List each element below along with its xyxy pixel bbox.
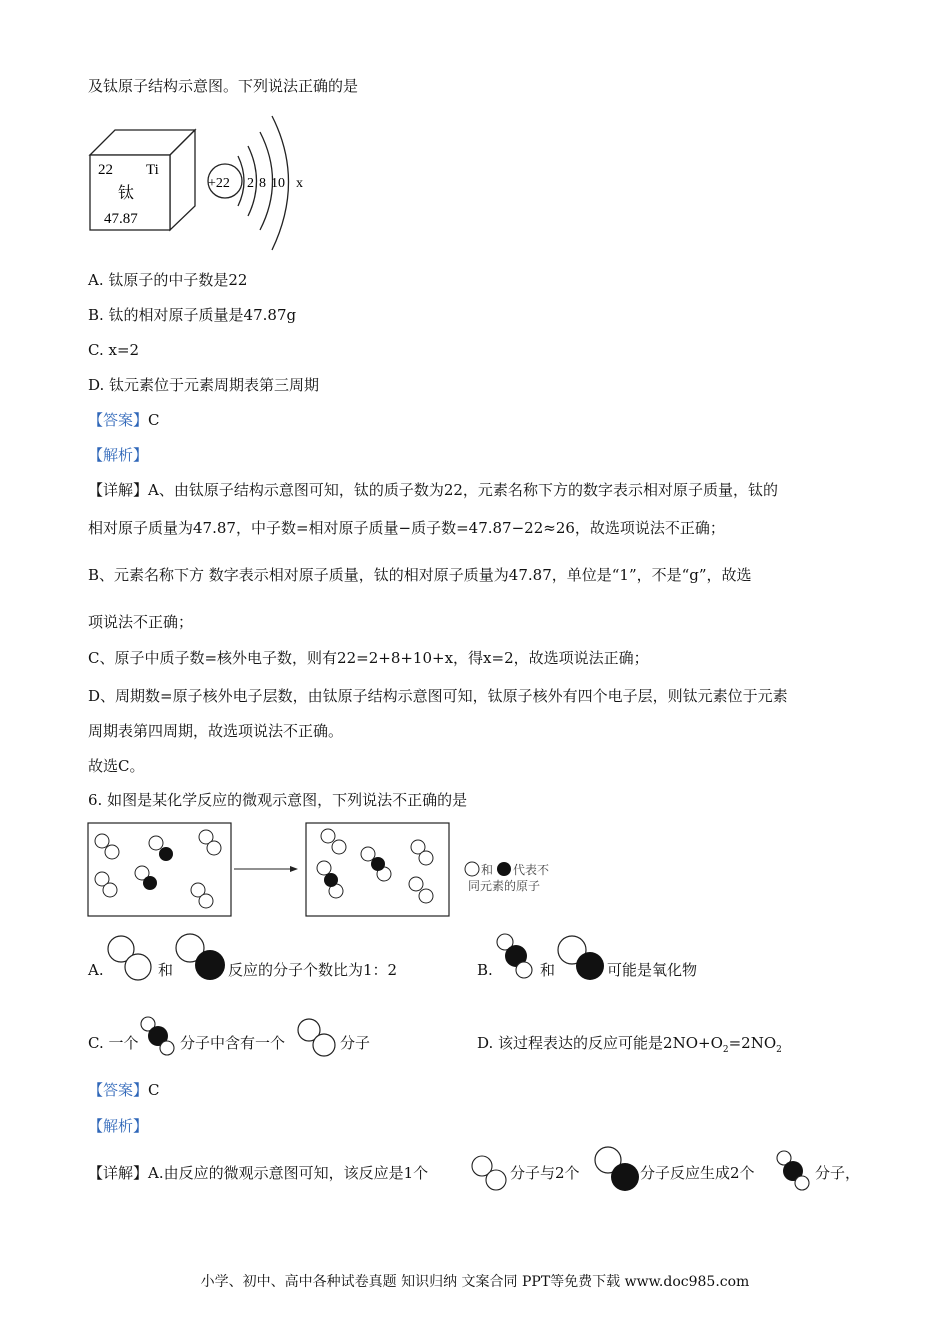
option-c: C. x=2 — [88, 341, 140, 359]
q6-option-b-label: B. — [477, 961, 493, 979]
element-name: 钛 — [118, 183, 135, 202]
element-symbol: Ti — [146, 162, 159, 178]
detail-line-7: 周期表第四周期，故选项说法不正确。 — [88, 722, 344, 740]
shell-2-count: 8 — [259, 176, 266, 191]
detail-line-5: C、原子中质子数=核外电子数，则有22=2+8+10+x，得x=2，故选项说法正确； — [88, 649, 649, 667]
q6-detail-tag: 【详解】 — [88, 1164, 149, 1182]
o2-molecule-icon — [105, 934, 155, 984]
q6-answer-line — [88, 1080, 160, 1100]
no2-molecule-icon — [494, 932, 539, 982]
detail-line-6: D、周期数=原子核外电子层数，由钛原子结构示意图可知，钛原子核外有四个电子层，则钛元素位于元素 — [88, 687, 788, 705]
no-molecule-icon — [173, 932, 228, 984]
question-6-stem: 6. 如图是某化学反应的微观示意图，下列说法不正确的是 — [88, 791, 468, 809]
legend-and: 和 — [481, 863, 494, 877]
option-d: D. 钛元素位于元素周期表第三周期 — [88, 376, 320, 394]
no2-molecule-icon-c — [138, 1015, 183, 1060]
no-molecule-icon-detail — [592, 1145, 642, 1195]
q6-detail-text-d: 分子， — [815, 1164, 861, 1182]
detail-line-8: 故选C。 — [88, 757, 145, 775]
atomic-mass: 47.87 — [104, 211, 138, 227]
answer-line — [88, 410, 160, 430]
option-b: B. 钛的相对原子质量是47.87g — [88, 306, 297, 324]
reaction-diagram — [88, 822, 568, 918]
q6-option-b-text: 可能是氧化物 — [607, 961, 698, 979]
shell-1-count: 2 — [247, 176, 254, 191]
q6-detail-text-a: 【详解】A.由反应的微观示意图可知，该反应是1个 — [88, 1164, 429, 1182]
no-molecule-icon-b — [555, 934, 607, 984]
q6-answer-tag: 【答案】 — [88, 1081, 149, 1099]
detail-tag: 【详解】 — [88, 481, 149, 499]
q6-option-a-and: 和 — [158, 961, 174, 979]
no2-molecule-icon-detail — [775, 1150, 815, 1195]
q6-detail-text-b: 分子与2个 — [510, 1164, 580, 1182]
q6-option-c-label: C. 一个 — [88, 1034, 139, 1052]
detail-line-4: 项说法不正确； — [88, 613, 194, 631]
q6-option-b-and: 和 — [540, 961, 556, 979]
q6-analysis-tag: 【解析】 — [88, 1117, 149, 1135]
o2-molecule-icon-detail — [470, 1155, 512, 1195]
shell-4-count: x — [296, 176, 303, 191]
nucleus-charge: +22 — [208, 176, 230, 191]
answer-value: C — [148, 411, 160, 429]
detail-line-2: 相对原子质量为47.87，中子数=相对原子质量−质子数=47.87−22≈26，故选项说法不正确； — [88, 519, 725, 537]
q6-answer-value: C — [148, 1081, 160, 1099]
atom-structure-diagram — [205, 108, 315, 258]
detail-line-3: B、元素名称下方 数字表示相对原子质量，钛的相对原子质量为47.87，单位是“1”，不是“g”，故选 — [88, 566, 752, 584]
answer-tag: 【答案】 — [88, 411, 149, 429]
detail-line-1: 【详解】A、由钛原子结构示意图可知，钛的质子数为22，元素名称下方的数字表示相对原子质量，钛的 — [88, 481, 778, 499]
legend-line-2: 同元素的原子 — [468, 879, 541, 893]
q6-detail-text-c: 分子反应生成2个 — [640, 1164, 755, 1182]
q6-option-a-text: 反应的分子个数比为1：2 — [228, 961, 398, 979]
legend-line-1: 代表不 — [513, 863, 550, 877]
analysis-tag: 【解析】 — [88, 446, 149, 464]
titanium-element-card — [88, 128, 213, 233]
option-a: A. 钛原子的中子数是22 — [88, 271, 248, 289]
question-stem: 及钛原子结构示意图。下列说法正确的是 — [88, 77, 359, 95]
q6-option-c-end: 分子 — [340, 1034, 371, 1052]
shell-3-count: 10 — [271, 176, 285, 191]
o2-molecule-icon-c — [296, 1018, 341, 1060]
atomic-number: 22 — [98, 162, 113, 178]
q6-option-c-mid: 分子中含有一个 — [180, 1034, 286, 1052]
q6-option-a-label: A. — [88, 961, 104, 979]
q6-option-d: D. 该过程表达的反应可能是$2NO+O_2=2NO_2$ — [477, 1034, 782, 1055]
page-footer: 小学、初中、高中各种试卷真题 知识归纳 文案合同 PPT等免费下载 www.doc985.com — [200, 1274, 750, 1290]
